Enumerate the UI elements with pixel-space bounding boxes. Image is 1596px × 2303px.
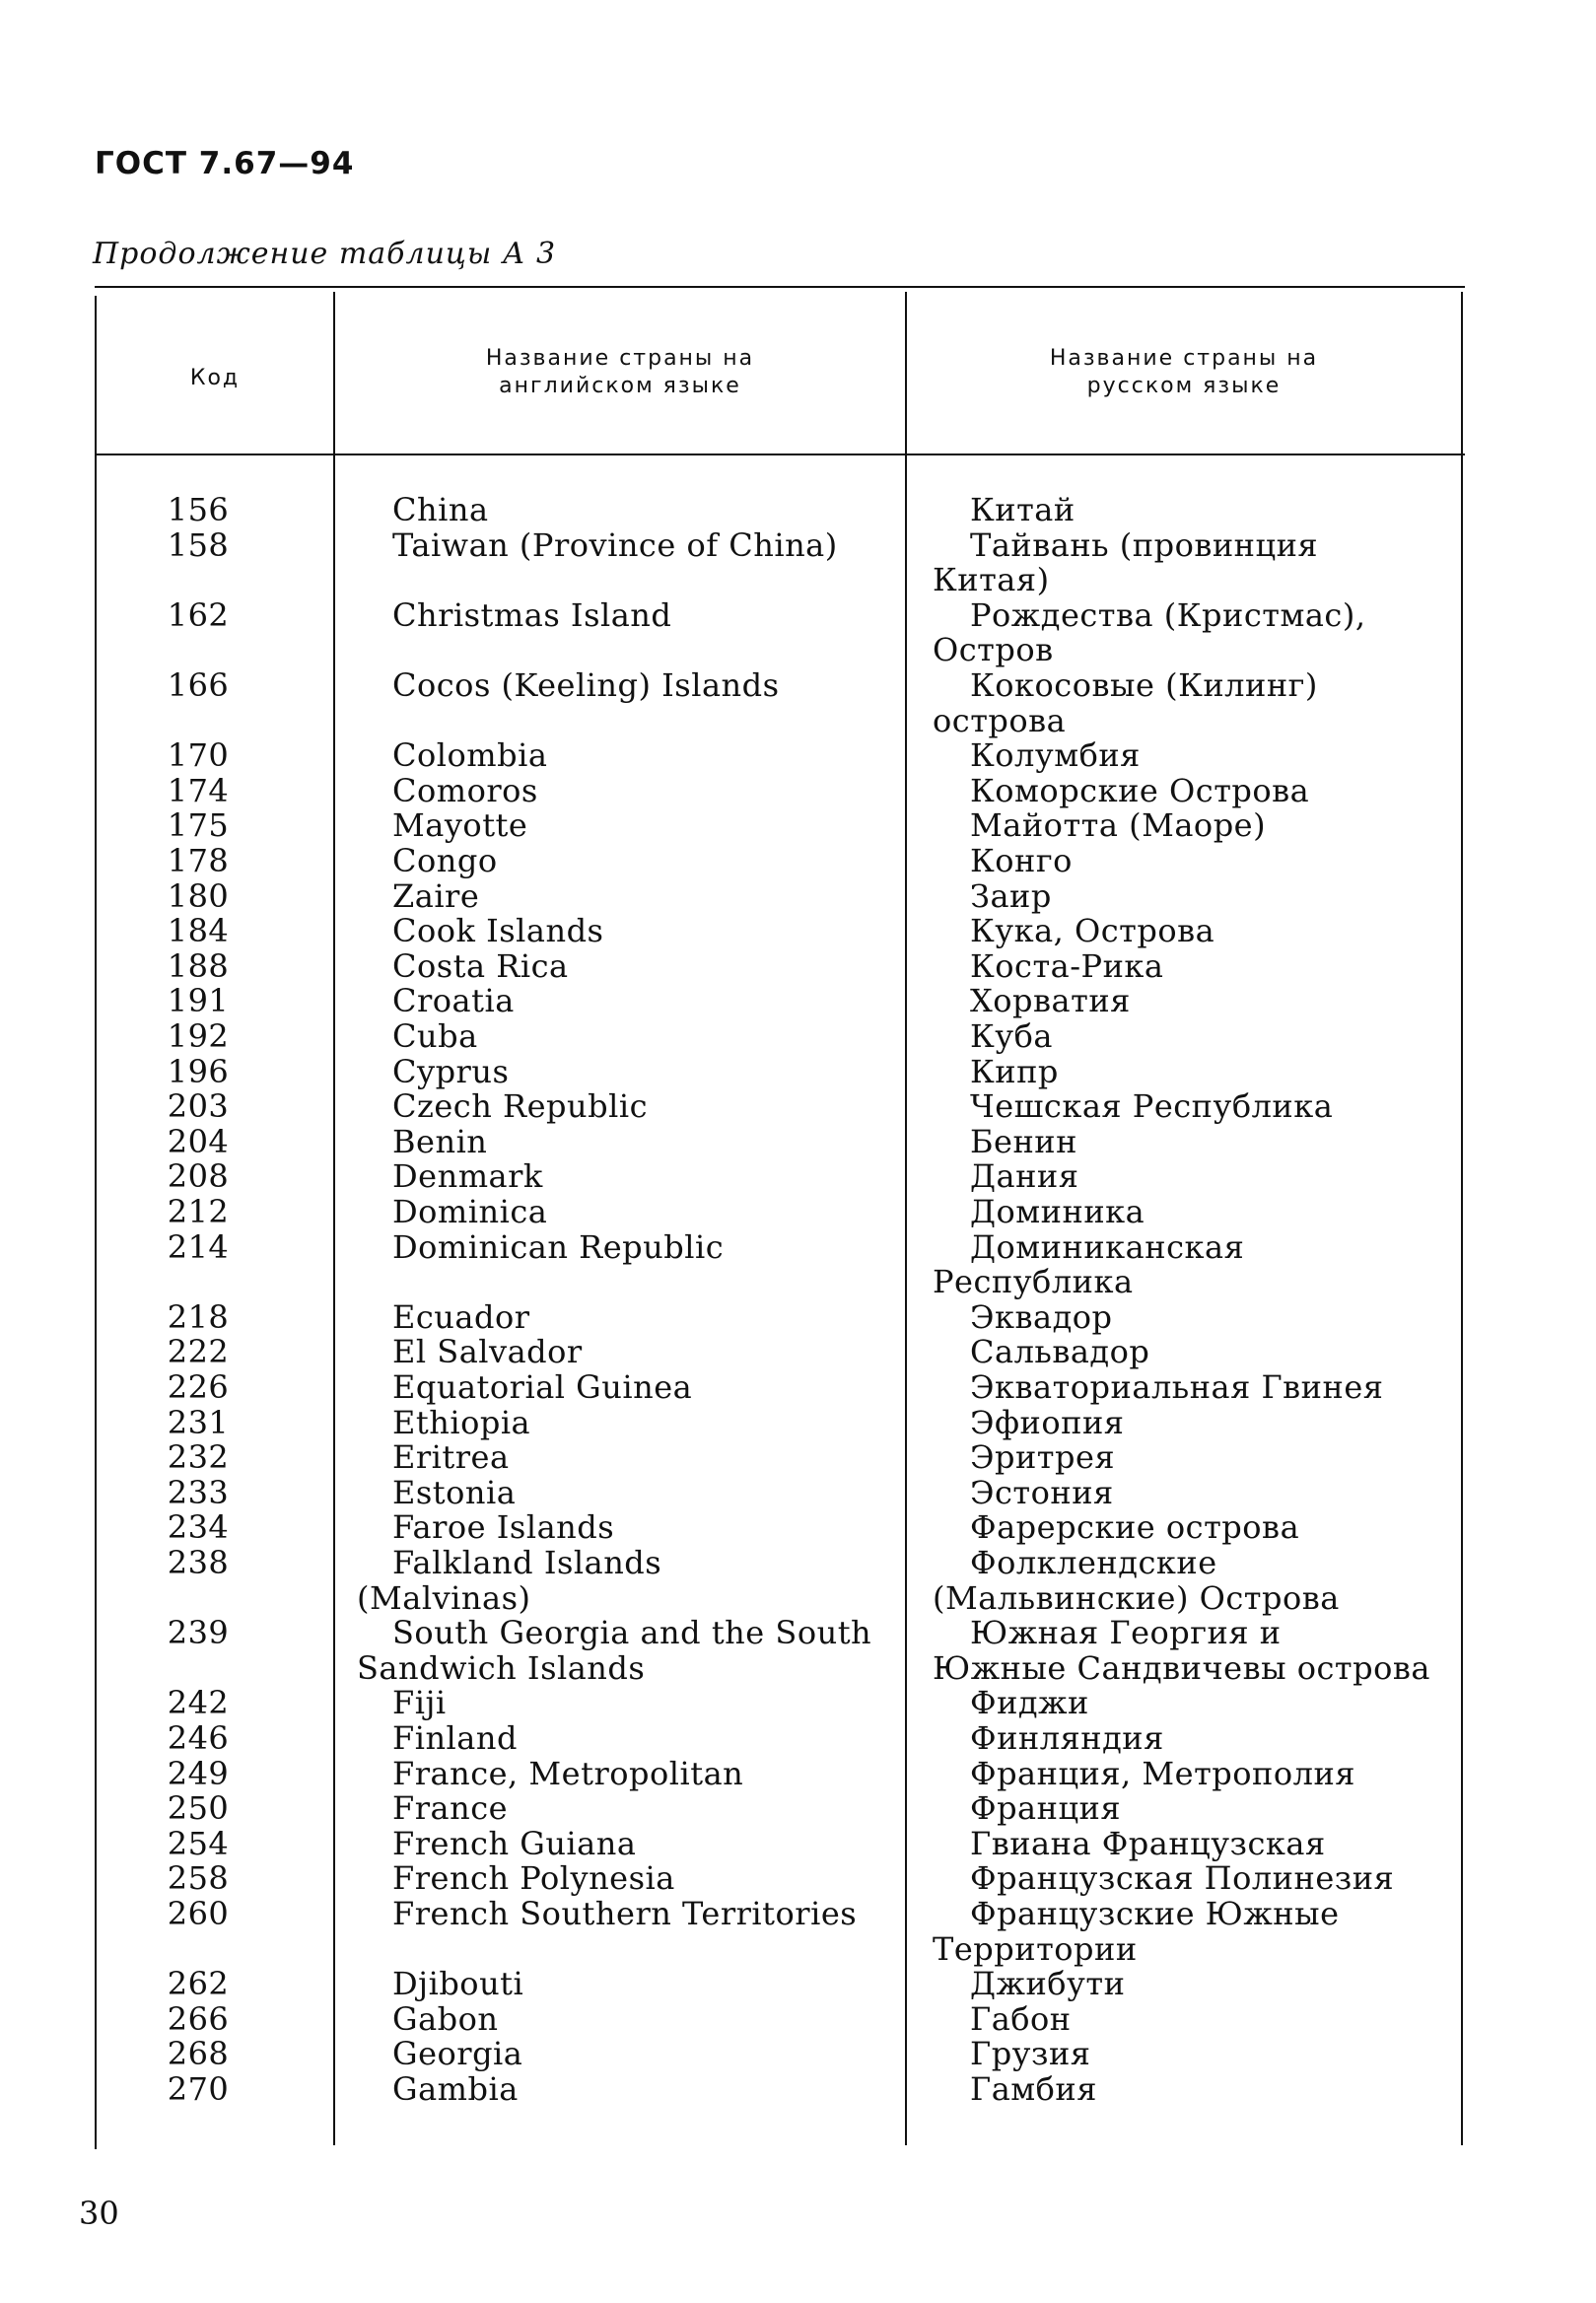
row-russian-name: Эфиопия — [970, 1403, 1125, 1441]
row-russian-name-continuation: Китая) — [933, 561, 1050, 599]
row-code: 234 — [167, 1508, 230, 1547]
row-english-name-continuation: Sandwich Islands — [357, 1648, 646, 1687]
table-caption: Продолжение таблицы А 3 — [93, 237, 557, 271]
row-english-name: France — [392, 1789, 509, 1828]
row-russian-name: Кипр — [970, 1052, 1059, 1090]
row-russian-name-continuation: (Мальвинские) Острова — [933, 1578, 1340, 1617]
row-english-name: Gambia — [392, 2070, 519, 2108]
table-top-rule — [95, 286, 1465, 288]
row-english-name: Congo — [392, 842, 498, 879]
table-right-border — [1461, 292, 1463, 2145]
row-russian-name: Кокосовые (Килинг) — [970, 666, 1318, 704]
row-russian-name: Коста-Рика — [970, 946, 1164, 985]
column-divider-1 — [333, 292, 335, 2145]
row-code: 180 — [167, 876, 230, 915]
row-code: 192 — [167, 1017, 230, 1055]
row-code: 260 — [167, 1895, 230, 1932]
row-code: 208 — [167, 1157, 230, 1196]
row-code: 212 — [167, 1193, 230, 1230]
row-russian-name: Коморские Острова — [970, 771, 1310, 809]
row-code: 249 — [167, 1754, 230, 1792]
row-english-name: Benin — [392, 1122, 488, 1160]
row-english-name: Faroe Islands — [392, 1508, 615, 1547]
row-russian-name: Фолклендские — [970, 1544, 1217, 1581]
row-english-name: El Salvador — [392, 1333, 583, 1371]
row-english-name: Comoros — [392, 771, 538, 809]
header-russian-line2: русском языке — [1086, 374, 1282, 398]
row-english-name: French Polynesia — [392, 1859, 675, 1898]
row-russian-name: Тайвань (провинция — [970, 525, 1319, 564]
row-russian-name-continuation: Республика — [933, 1263, 1134, 1301]
row-russian-name: Французская Полинезия — [970, 1859, 1395, 1898]
row-code: 231 — [167, 1403, 230, 1441]
row-english-name: Cook Islands — [392, 912, 604, 950]
row-russian-name-continuation: Остров — [933, 631, 1054, 669]
row-russian-name: Майотта (Маоре) — [970, 806, 1267, 845]
row-english-name: Dominica — [392, 1193, 548, 1230]
row-russian-name: Южная Георгия и — [970, 1614, 1282, 1652]
row-english-name: Taiwan (Province of China) — [392, 525, 838, 564]
row-code: 203 — [167, 1087, 230, 1126]
row-code: 170 — [167, 736, 230, 775]
row-code: 156 — [167, 491, 230, 528]
row-english-name: Dominican Republic — [392, 1227, 725, 1266]
row-russian-name: Конго — [970, 842, 1073, 879]
row-code: 178 — [167, 842, 230, 879]
row-english-name: Eritrea — [392, 1438, 510, 1477]
row-code: 204 — [167, 1122, 230, 1160]
row-russian-name: Франция, Метрополия — [970, 1754, 1355, 1792]
table-header-rule — [95, 454, 1465, 455]
row-english-name: French Southern Territories — [392, 1895, 858, 1932]
row-code: 270 — [167, 2070, 230, 2108]
row-russian-name: Грузия — [970, 2035, 1091, 2073]
row-russian-name: Колумбия — [970, 736, 1141, 775]
row-code: 162 — [167, 595, 230, 634]
row-english-name: Czech Republic — [392, 1087, 648, 1126]
row-code: 214 — [167, 1227, 230, 1266]
row-russian-name: Чешская Республика — [970, 1087, 1334, 1126]
row-english-name: Christmas Island — [392, 595, 672, 634]
header-russian-line1: Название страны на — [1049, 346, 1319, 371]
row-russian-name: Доминиканская — [970, 1227, 1245, 1266]
row-russian-name: Сальвадор — [970, 1333, 1150, 1371]
row-russian-name: Доминика — [970, 1193, 1145, 1230]
row-english-name: Falkland Islands — [392, 1544, 662, 1581]
row-code: 174 — [167, 771, 230, 809]
row-code: 233 — [167, 1473, 230, 1511]
row-english-name: Equatorial Guinea — [392, 1368, 693, 1406]
row-english-name: Djibouti — [392, 1965, 524, 2003]
row-code: 226 — [167, 1368, 230, 1406]
row-russian-name: Фарерские острова — [970, 1508, 1300, 1547]
row-english-name: Fiji — [392, 1684, 447, 1722]
row-code: 254 — [167, 1824, 230, 1862]
row-russian-name: Эквадор — [970, 1297, 1113, 1336]
row-code: 158 — [167, 525, 230, 564]
row-code: 175 — [167, 806, 230, 845]
row-russian-name: Финляндия — [970, 1719, 1164, 1757]
row-code: 239 — [167, 1614, 230, 1652]
header-code — [97, 365, 333, 392]
row-russian-name: Гамбия — [970, 2070, 1097, 2108]
row-russian-name: Габон — [970, 1999, 1072, 2038]
row-russian-name: Дания — [970, 1157, 1079, 1196]
header-russian-name — [907, 345, 1461, 400]
row-russian-name: Рождества (Кристмас), — [970, 595, 1366, 634]
row-code: 262 — [167, 1965, 230, 2003]
row-code: 166 — [167, 666, 230, 704]
row-code: 191 — [167, 982, 230, 1020]
row-english-name: Cuba — [392, 1017, 478, 1055]
row-code: 250 — [167, 1789, 230, 1828]
row-russian-name: Франция — [970, 1789, 1122, 1828]
row-russian-name: Китай — [970, 491, 1076, 528]
row-russian-name: Экваториальная Гвинея — [970, 1368, 1384, 1406]
row-russian-name-continuation: Территории — [933, 1929, 1138, 1968]
row-english-name: Gabon — [392, 1999, 499, 2038]
row-code: 218 — [167, 1297, 230, 1336]
row-code: 232 — [167, 1438, 230, 1477]
row-english-name: Finland — [392, 1719, 518, 1757]
row-russian-name: Хорватия — [970, 982, 1131, 1020]
row-english-name: Mayotte — [392, 806, 528, 845]
row-code: 246 — [167, 1719, 230, 1757]
standard-title: ГОСТ 7.67—94 — [95, 146, 355, 181]
row-russian-name: Французские Южные — [970, 1895, 1340, 1932]
row-code: 266 — [167, 1999, 230, 2038]
row-code: 188 — [167, 946, 230, 985]
row-russian-name: Гвиана Французская — [970, 1824, 1326, 1862]
row-english-name: South Georgia and the South — [392, 1614, 872, 1652]
header-english-line1: Название страны на — [485, 346, 755, 371]
row-code: 242 — [167, 1684, 230, 1722]
table-left-border — [95, 296, 97, 2149]
row-english-name: Estonia — [392, 1473, 517, 1511]
row-russian-name: Кука, Острова — [970, 912, 1215, 950]
page-number: 30 — [79, 2195, 119, 2232]
row-code: 196 — [167, 1052, 230, 1090]
row-code: 258 — [167, 1859, 230, 1898]
row-russian-name: Фиджи — [970, 1684, 1089, 1722]
header-code-label: Код — [189, 366, 241, 390]
row-russian-name: Бенин — [970, 1122, 1077, 1160]
row-code: 268 — [167, 2035, 230, 2073]
row-russian-name: Эритрея — [970, 1438, 1116, 1477]
column-divider-2 — [905, 292, 907, 2145]
row-english-name-continuation: (Malvinas) — [357, 1578, 531, 1617]
row-russian-name-continuation: острова — [933, 701, 1067, 739]
row-russian-name: Эстония — [970, 1473, 1114, 1511]
row-english-name: French Guiana — [392, 1824, 637, 1862]
row-code: 184 — [167, 912, 230, 950]
row-english-name: Ecuador — [392, 1297, 530, 1336]
header-english-line2: английском языке — [499, 374, 741, 398]
row-english-name: Cocos (Keeling) Islands — [392, 666, 780, 704]
row-english-name: Denmark — [392, 1157, 543, 1196]
row-russian-name: Джибути — [970, 1965, 1126, 2003]
row-english-name: Colombia — [392, 736, 548, 775]
row-english-name: Zaire — [392, 876, 480, 915]
row-english-name: Costa Rica — [392, 946, 569, 985]
row-english-name: France, Metropolitan — [392, 1754, 744, 1792]
row-russian-name-continuation: Южные Сандвичевы острова — [933, 1648, 1430, 1687]
row-russian-name: Заир — [970, 876, 1052, 915]
header-english-name — [335, 345, 905, 400]
row-english-name: Croatia — [392, 982, 515, 1020]
row-english-name: China — [392, 491, 489, 528]
row-code: 222 — [167, 1333, 230, 1371]
row-russian-name: Куба — [970, 1017, 1053, 1055]
row-english-name: Cyprus — [392, 1052, 510, 1090]
row-english-name: Ethiopia — [392, 1403, 531, 1441]
row-english-name: Georgia — [392, 2035, 523, 2073]
row-code: 238 — [167, 1544, 230, 1581]
